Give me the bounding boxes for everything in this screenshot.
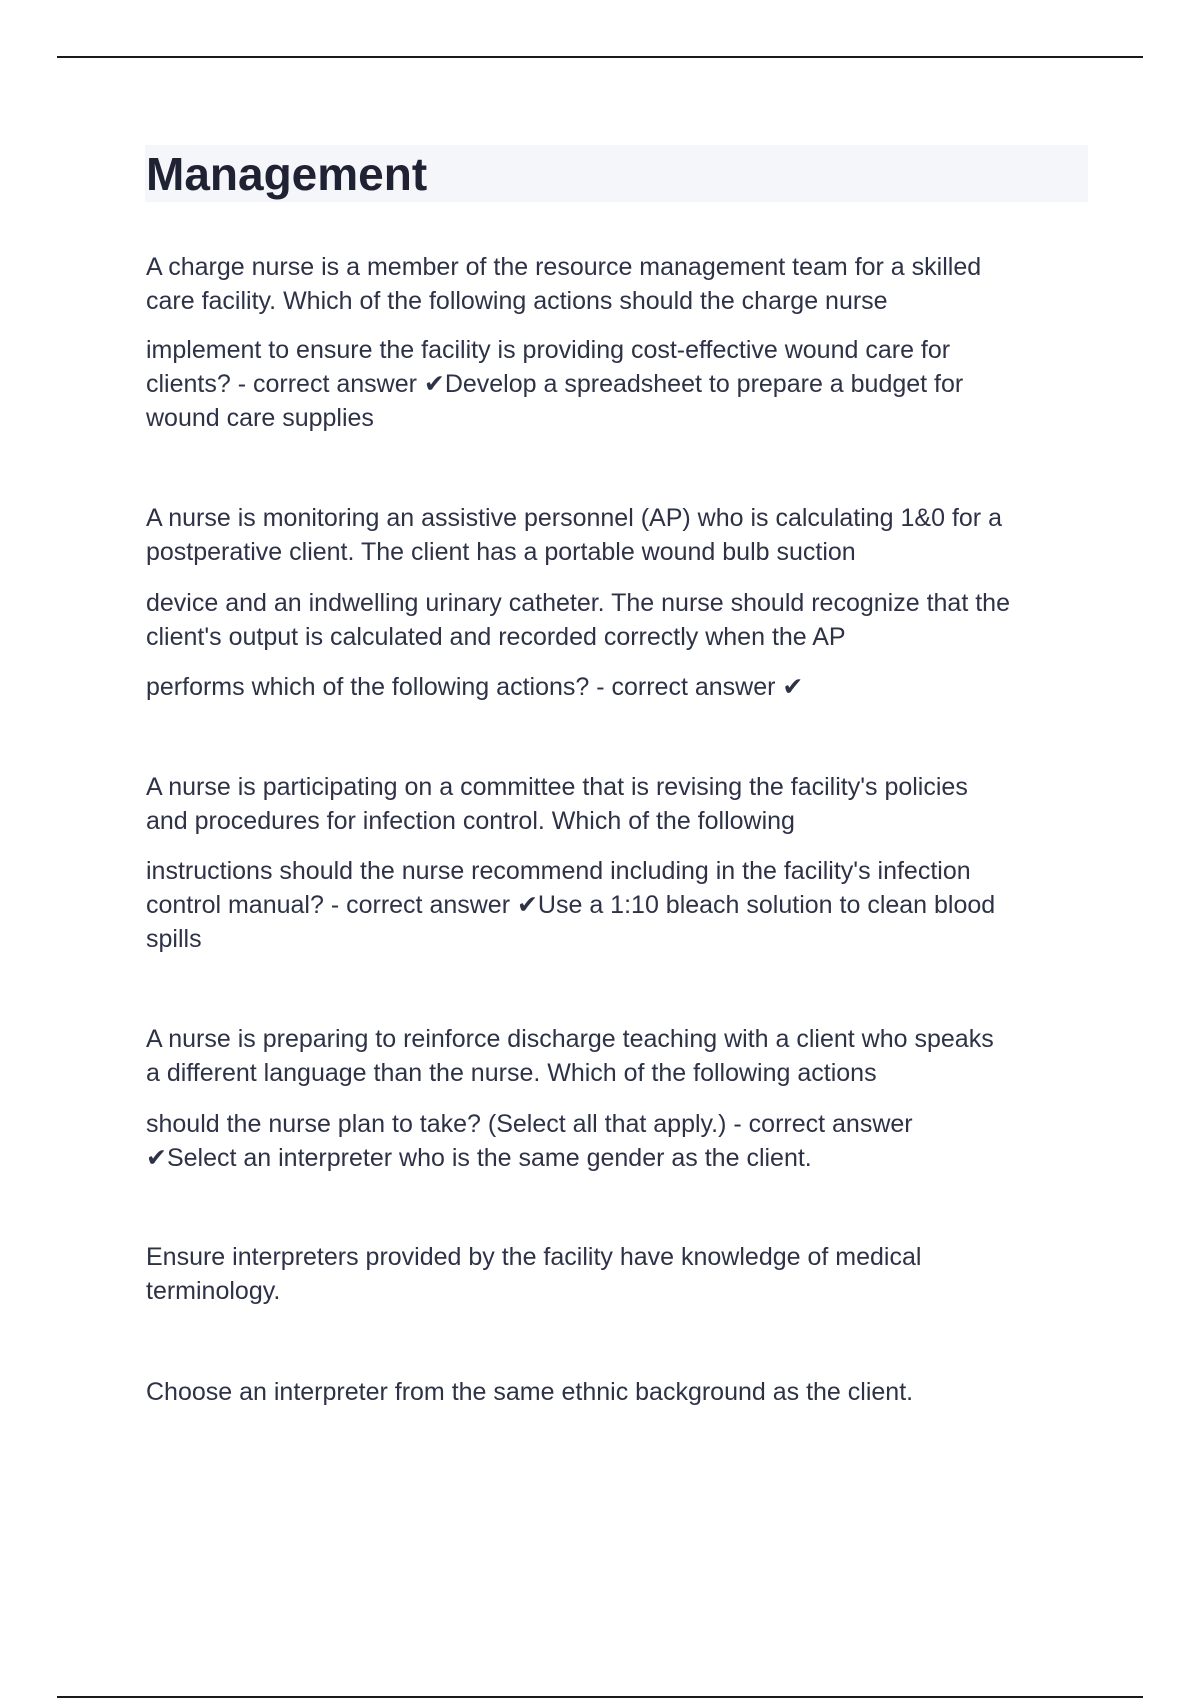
paragraph-4	[146, 586, 1096, 654]
text-line: terminology.	[146, 1277, 281, 1305]
text-line: should the nurse plan to take? (Select all that apply.) - correct answer	[146, 1110, 913, 1138]
bottom-rule	[57, 1696, 1143, 1698]
text-line: implement to ensure the facility is providing cost-effective wound care for	[146, 336, 951, 364]
paragraph-8	[146, 1022, 1096, 1090]
text-line: care facility. Which of the following actions should the charge nurse	[146, 287, 888, 315]
text-line: device and an indwelling urinary catheter. The nurse should recognize that the	[146, 589, 1010, 617]
paragraph-11	[146, 1375, 1096, 1409]
text-line: a different language than the nurse. Which of the following actions	[146, 1059, 877, 1087]
paragraph-6	[146, 770, 1096, 838]
text-line: client's output is calculated and recorded correctly when the AP	[146, 623, 846, 651]
text-line: postperative client. The client has a portable wound bulb suction	[146, 538, 856, 566]
text-line: ✔Select an interpreter who is the same gender as the client.	[146, 1144, 812, 1172]
paragraph-9	[146, 1107, 1096, 1175]
paragraph-2	[146, 333, 1096, 435]
text-line: wound care supplies	[146, 404, 374, 432]
text-line: and procedures for infection control. Which of the following	[146, 807, 795, 835]
text-line: Choose an interpreter from the same ethnic background as the client.	[146, 1378, 914, 1406]
text-line: instructions should the nurse recommend including in the facility's infection	[146, 857, 971, 885]
text-line: A nurse is participating on a committee that is revising the facility's policies	[146, 773, 968, 801]
paragraph-7	[146, 854, 1096, 956]
paragraph-5	[146, 670, 1096, 704]
text-line: control manual? - correct answer ✔Use a 1:10 bleach solution to clean blood	[146, 891, 996, 919]
text-line: A nurse is monitoring an assistive personnel (AP) who is calculating 1&0 for a	[146, 504, 1002, 532]
paragraph-1	[146, 250, 1096, 318]
text-line: A nurse is preparing to reinforce discharge teaching with a client who speaks	[146, 1025, 994, 1053]
text-line: A charge nurse is a member of the resource management team for a skilled	[146, 253, 982, 281]
top-rule	[57, 56, 1143, 58]
paragraph-3	[146, 501, 1096, 569]
page-title: Management	[146, 148, 428, 200]
text-line: Ensure interpreters provided by the facility have knowledge of medical	[146, 1243, 922, 1271]
paragraph-10	[146, 1240, 1096, 1308]
text-line: clients? - correct answer ✔Develop a spreadsheet to prepare a budget for	[146, 370, 964, 398]
text-line: performs which of the following actions? - correct answer ✔	[146, 673, 804, 701]
text-line: spills	[146, 925, 202, 953]
